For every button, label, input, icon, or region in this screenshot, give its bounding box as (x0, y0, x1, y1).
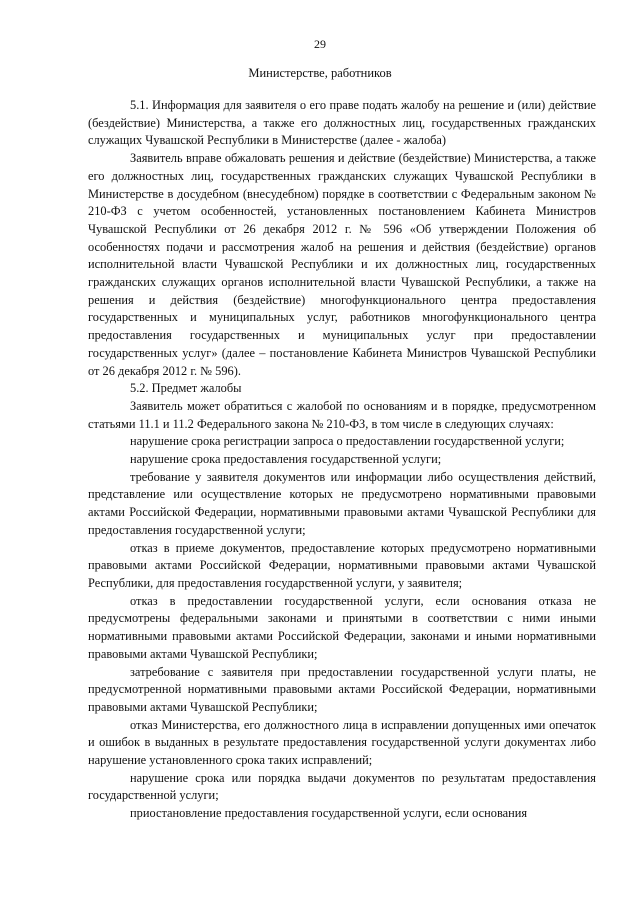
paragraph-5-1: 5.1. Информация для заявителя о его праве подать жалобу на решение и (или) действие (бездействие) Министерства, а также его должностных лиц, государственных гражданских служащих Чувашской Республики в Министерстве (далее - жалоба) (88, 98, 596, 148)
list-item: нарушение срока или порядка выдачи документов по результатам предоставления государственной услуги; (88, 770, 596, 803)
list-item: затребование с заявителя при предоставлении государственной услуги платы, не предусмотренной нормативными правовыми актами Российской Федерации, нормативными правовыми актами Чувашской Республики; (88, 664, 596, 714)
list-item: приостановление предоставления государственной услуги, если основания (130, 806, 528, 821)
list-item: требование у заявителя документов или информации либо осуществления действий, представление или осуществление которых не предусмотрено нормативными правовыми актами Российской Федерации, нормативными правовыми актами Чувашской Республики для предоставления государственной услуги; (88, 469, 596, 537)
list-item: отказ в приеме документов, предоставление которых предусмотрено нормативными правовыми актами Российской Федерации, нормативными правовыми актами Чувашской Республики, для предоставления государственной услуги, у заявителя; (88, 540, 596, 590)
list-item: нарушение срока предоставления государственной услуги; (130, 452, 442, 467)
paragraph-appeal-right: Заявитель вправе обжаловать решения и действие (бездействие) Министерства, а также его должностных лиц, государственных гражданских служащих Чувашской Республики в Министерстве в досудебном (внесудебном) порядке в соответствии с Федеральным законом № 210-ФЗ с учетом особенностей, установленных постановлением Кабинета Министров Чувашской Республики от 26 декабря 2012 г. № 596 «Об утверждении Положения об особенностях подачи и рассмотрения жалоб на решения и действия (бездействие) органов исполнительной власти Чувашской Республики и их должностных лиц, государственных гражданских служащих органов исполнительной власти Чувашской Республики, а также на решения и действия (бездействие) многофункционального центра предоставления государственных и муниципальных услуг, работников многофункционального центра предоставления государственных и муниципальных услуг при предоставлении государственных услуг» (далее – постановление Кабинета Министров Чувашской Республики от 26 декабря 2012 г. № 596). (88, 151, 596, 378)
list-item: отказ Министерства, его должностного лица в исправлении допущенных ими опечаток и ошибок в выданных в результате предоставления государственной услуги документах либо нарушение установленного срока таких исправлений; (88, 717, 596, 768)
list-item: отказ в предоставлении государственной услуги, если основания отказа не предусмотрены федеральными законами и принятыми в соответствии с ними иными нормативными правовыми актами Российской Федерации, законами и иными нормативными правовыми актами Чувашской Республики; (88, 593, 596, 661)
list-item: нарушение срока регистрации запроса о предоставлении государственной услуги; (130, 434, 565, 449)
continued-heading: Министерстве, работников (248, 66, 392, 80)
paragraph-cases-intro: Заявитель может обратиться с жалобой по основаниям и в порядке, предусмотренном статьями 11.1 и 11.2 Федерального закона № 210-ФЗ, в том числе в следующих случаях: (88, 398, 596, 431)
page-number: 29 (314, 37, 326, 51)
paragraph-5-2-title: 5.2. Предмет жалобы (130, 381, 242, 396)
document-body (88, 97, 596, 823)
